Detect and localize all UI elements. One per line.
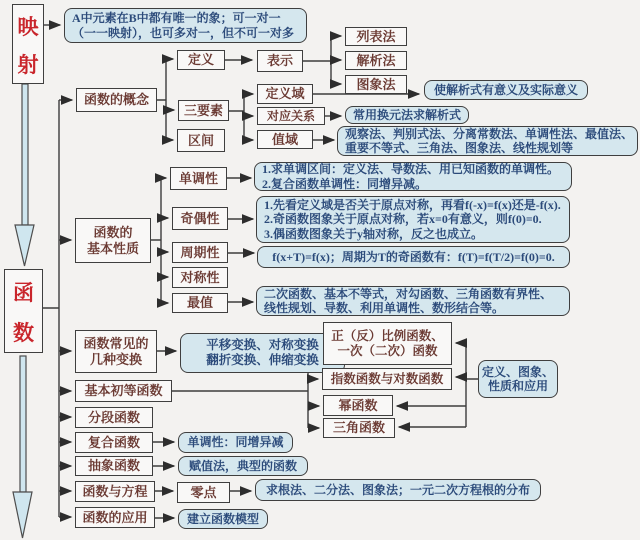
node-zero-point: 零点 [177,482,230,503]
node-three-elements: 三要素 [178,100,229,121]
node-exponential-logarithmic: 指数函数与对数函数 [322,368,452,390]
note-build-function-model: 建立函数模型 [178,509,268,529]
node-trigonometric-function: 三角函数 [323,418,395,438]
node-function: 函数 [4,269,43,353]
node-list-method: 列表法 [345,27,407,46]
node-proportional-linear-quadratic: 正（反）比例函数、 一次（二次）函数 [323,322,452,365]
node-graph-method: 图象法 [345,75,407,94]
function-continues-arrow [13,356,32,538]
note-abstract-methods: 赋值法，典型的函数 [178,456,308,476]
node-abstract-function: 抽象函数 [75,456,153,476]
node-monotonicity: 单调性 [170,167,227,190]
note-domain-meaning: 使解析式有意义及实际意义 [424,80,588,100]
node-analytic-method: 解析法 [345,51,407,70]
node-common-transforms: 函数常见的 几种变换 [75,330,157,373]
node-function-concept: 函数的概念 [76,88,157,112]
note-parity-methods: 1.先看定义域是否关于原点对称，再看f(-x)=f(x)还是-f(x). 2.奇函数图象关于原点对称，若x=0有意义，则f(0)=0. 3.偶函数图象关于y轴对称，反之也成立。 [256,196,570,243]
node-piecewise-function: 分段函数 [75,407,153,428]
note-zero-methods: 求根法、二分法、图象法；一元二次方程根的分布 [255,479,541,501]
node-basic-properties: 函数的 基本性质 [75,218,151,263]
node-definition: 定义 [177,50,225,70]
node-range: 值域 [257,130,313,149]
node-parity: 奇偶性 [172,207,228,230]
node-composite-function: 复合函数 [75,432,153,453]
node-interval: 区间 [177,129,225,152]
note-periodicity-formula: f(x+T)=f(x)；周期为T的奇函数有：f(T)=f(T/2)=f(0)=0. [257,246,570,268]
node-symmetry: 对称性 [172,267,228,288]
node-power-function: 幂函数 [323,395,393,416]
node-elementary-functions: 基本初等函数 [75,380,172,402]
node-domain: 定义域 [257,84,313,104]
node-mapping: 映射 [12,4,44,84]
node-extremum: 最值 [172,293,228,313]
note-definition-graph-properties: 定义、图象、 性质和应用 [478,360,558,398]
node-representation: 表示 [257,50,303,72]
note-extremum-methods: 二次函数、基本不等式，对勾函数、三角函数有界性、 线性规划、导数、利用单调性、数形结合等。 [256,286,570,316]
note-composite-monotonicity: 单调性：同增异减 [178,432,293,453]
mapping-to-function-arrow [15,84,34,266]
node-correspondence: 对应关系 [257,107,325,125]
node-function-and-equation: 函数与方程 [75,481,155,502]
note-substitution-method: 常用换元法求解析式 [345,106,469,124]
note-transform-types: 平移变换、对称变换 翻折变换、伸缩变换 [180,333,345,373]
note-mapping-definition: A中元素在B中都有唯一的象；可一对一 （一一映射），也可多对一，但不可一对多 [64,8,307,43]
note-range-methods: 观察法、判别式法、分离常数法、单调性法、最值法、 重要不等式、三角法、图象法、线性规划等 [337,126,638,156]
node-function-application: 函数的应用 [75,507,155,528]
note-monotonicity-methods: 1.求单调区间：定义法、导数法、用已知函数的单调性。 2.复合函数单调性：同增异减。 [254,162,572,191]
node-periodicity: 周期性 [172,242,228,263]
